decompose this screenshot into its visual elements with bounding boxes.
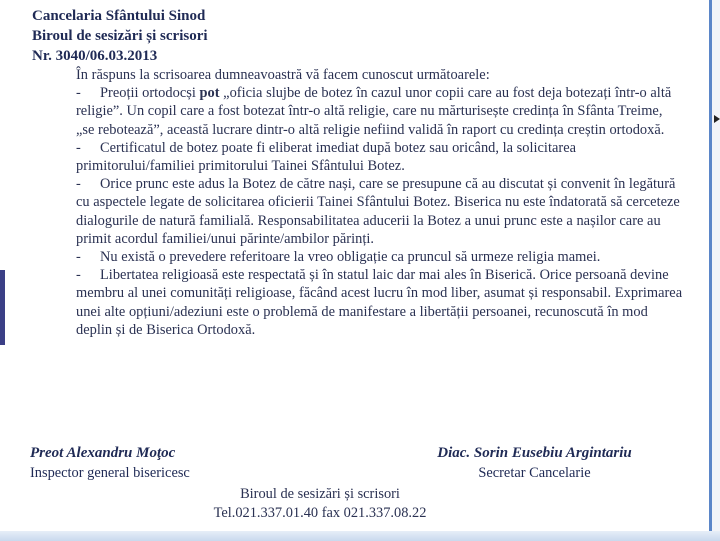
dash-marker: -: [76, 249, 81, 266]
right-gutter: [712, 0, 720, 541]
paragraph-3-text: Orice prunc este adus la Botez de către nași, care se presupune că au discutat și convenit în legătură cu aspectele legate de solicitarea oficierii Tainei Sfântului Botez. Biserica nu este îndatorată să cerceteze dialogurile de natură familială. Responsabilitatea aducerii la Botez a unui prunc este a nașilor care au primit acordul familiei/unui părinte/ambilor părinți.: [76, 176, 680, 247]
dash-marker: -: [76, 85, 81, 102]
dash-marker: -: [76, 139, 81, 156]
paragraph-1: [76, 84, 684, 139]
play-arrow-icon[interactable]: [714, 115, 720, 123]
signer-left-role: Inspector general bisericesc: [30, 465, 190, 481]
signer-right-role: Secretar Cancelarie: [478, 465, 591, 481]
header-office: Biroul de sesizări și scrisori: [32, 28, 208, 44]
letter-intro: În răspuns la scrisoarea dumneavoastră vă facem cunoscut următoarele:: [76, 67, 490, 83]
paragraph-5-text: Libertatea religioasă este respectată și în statul laic dar mai ales în Biserică. Orice persoană devine membru al unei comunități religioase, făcând acest lucru în mod liber, asumat și responsabil. Exprimarea unei alte opțiuni/adeziuni este o problemă de manifestare a libertății persoanei, recunoscută în mod deplin și de Biserica Ortodoxă.: [76, 267, 683, 338]
letter-header: [32, 6, 208, 66]
paragraph-2: [76, 139, 684, 175]
paragraph-4-text: Nu există o prevedere referitoare la vreo obligație ca pruncul să urmeze religia mamei.: [100, 249, 601, 266]
dash-marker: -: [76, 176, 81, 193]
page-border-line: [709, 0, 712, 541]
paragraph-5: [76, 266, 684, 339]
signer-right-name: Diac. Sorin Eusebiu Argintariu: [437, 445, 632, 461]
letter-footer: [120, 485, 520, 523]
paragraph-1-rest: „oficia slujbe de botez în cazul unor copii care au fost deja botezați într-o altă religie”. Un copil care a fost botezat într-o altă religie, care nu mărturisește credința în Sfânta Treime, „se rebotează”, această lucrare dintr-o altă religie nefiind validă în raport cu credința creștin ortodoxă.: [76, 85, 672, 138]
dash-marker: -: [76, 267, 81, 284]
paragraph-3: [76, 175, 684, 248]
paragraph-1-start: Preoții ortodocși: [100, 85, 200, 102]
paragraph-2-text: Certificatul de botez poate fi eliberat imediat după botez sau oricând, la solicitarea primitorului/familiei primitorului Tainei Sfântului Botez.: [76, 139, 577, 175]
signer-left-name: Preot Alexandru Moţoc: [30, 445, 176, 461]
letter-body: [76, 66, 684, 339]
paragraph-1-bold: pot: [199, 85, 220, 102]
header-reference-number: Nr. 3040/06.03.2013: [32, 48, 158, 64]
signature-right: [412, 443, 657, 483]
footer-office: Biroul de sesizări și scrisori: [240, 486, 400, 502]
footer-contact: Tel.021.337.01.40 fax 021.337.08.22: [213, 505, 427, 521]
paragraph-4: [76, 248, 684, 266]
bottom-bar: [0, 531, 720, 541]
signature-left: [30, 443, 190, 483]
header-institution: Cancelaria Sfântului Sinod: [32, 8, 206, 24]
left-edge-bar: [0, 270, 5, 345]
